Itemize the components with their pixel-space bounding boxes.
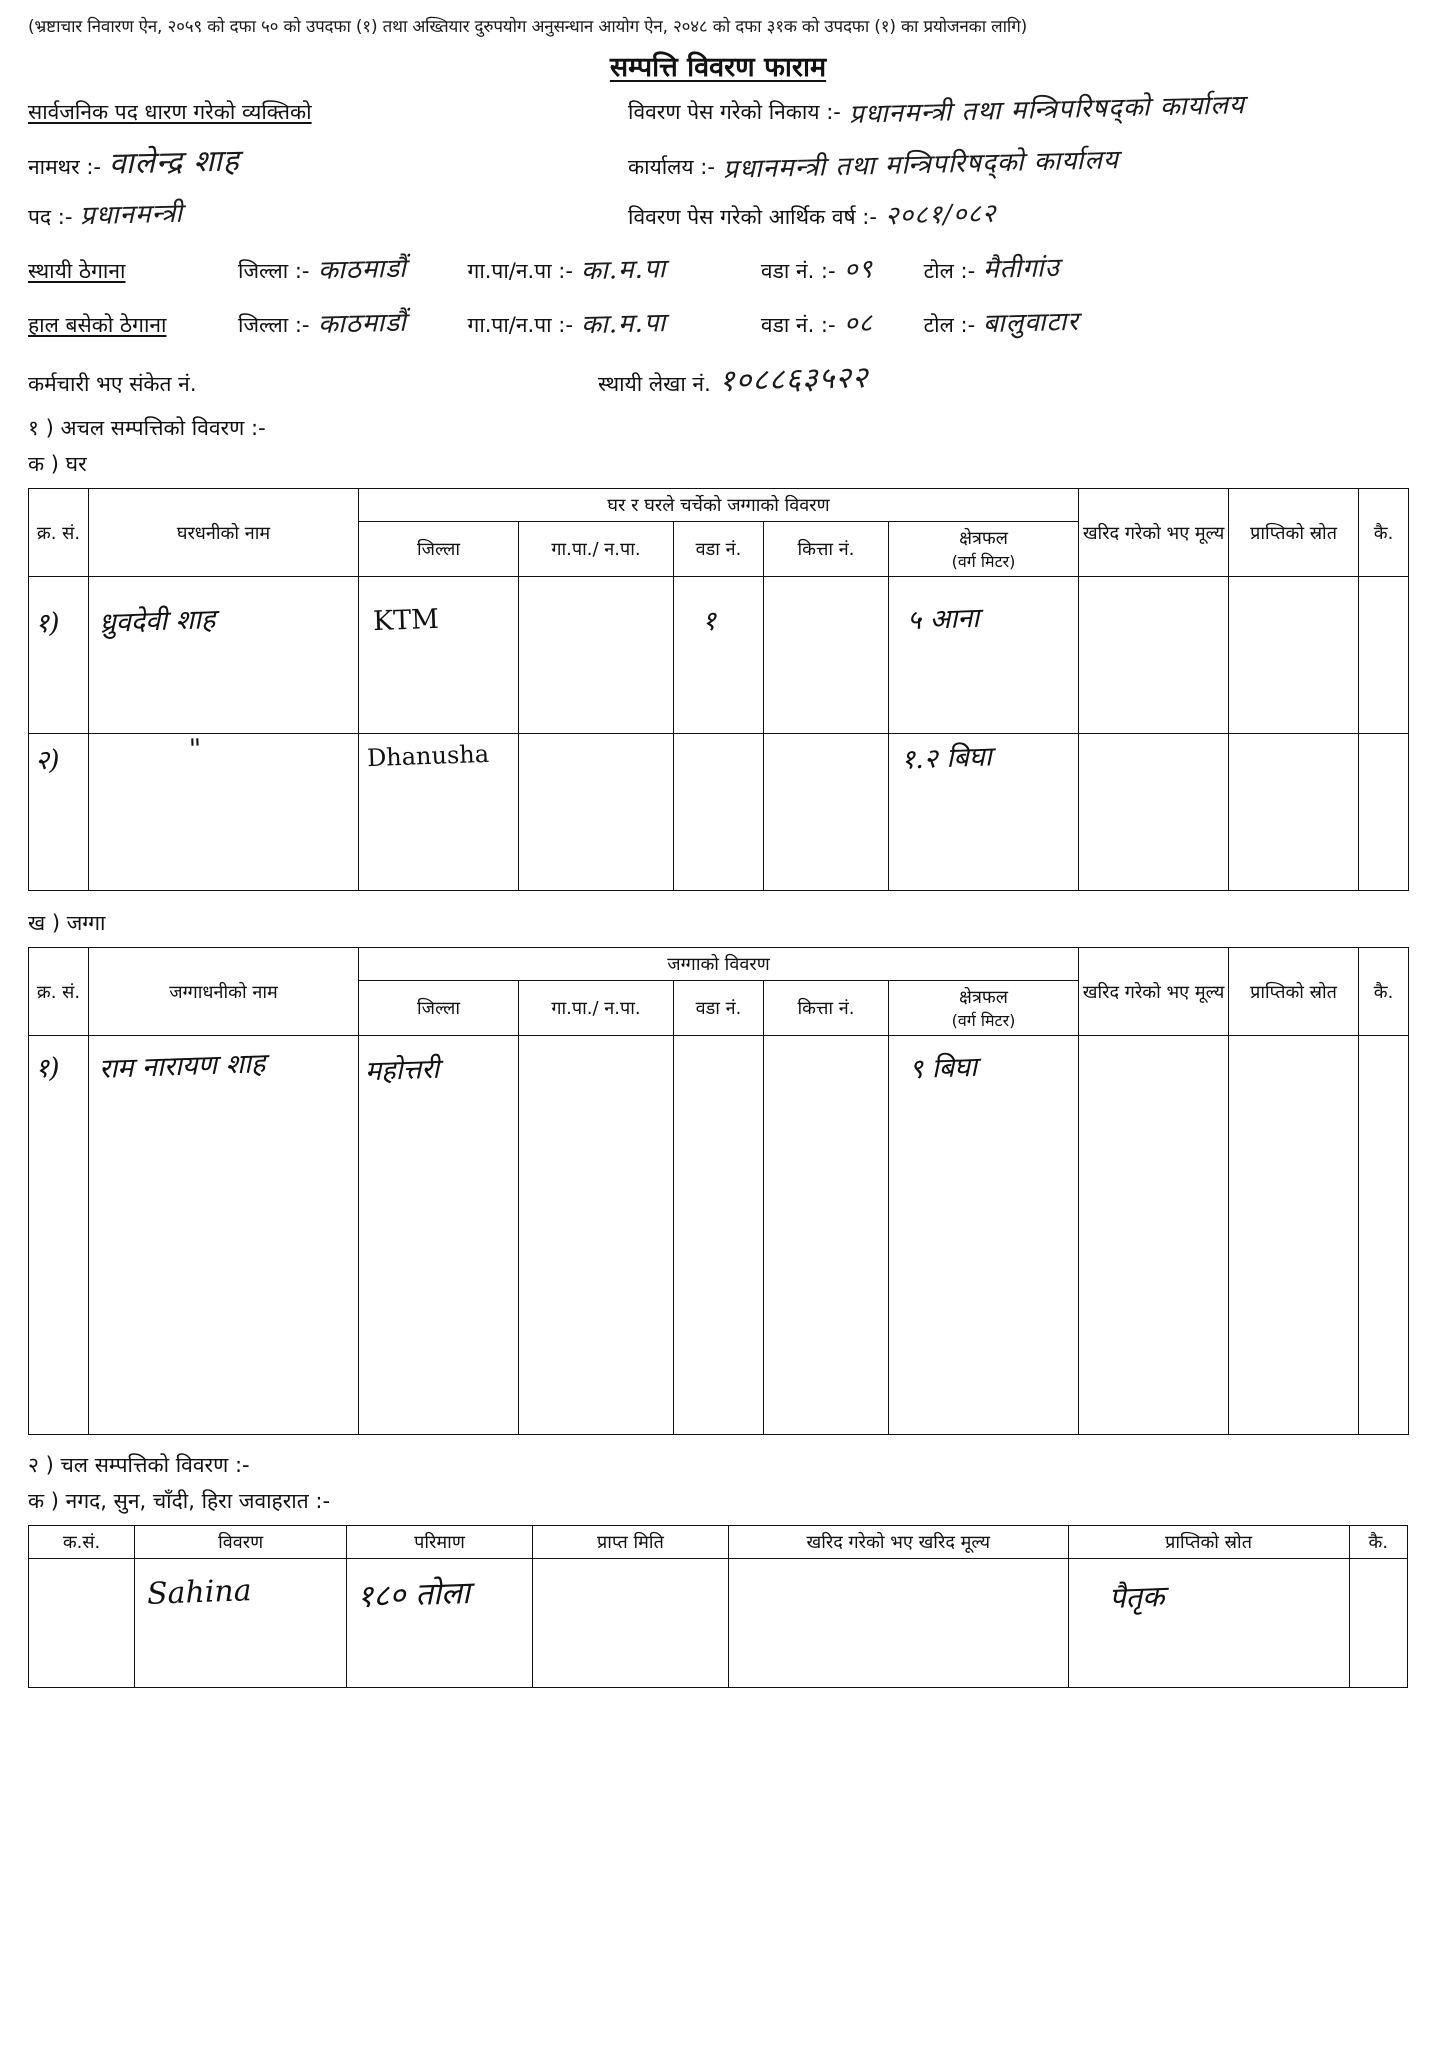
land-th-owner: जग्गाधनीको नाम [89, 948, 359, 1036]
post-label: पद :- [28, 205, 73, 229]
current-municipality-value: का.म.पा [580, 308, 667, 341]
house-th-owner: घरधनीको नाम [89, 489, 359, 577]
current-ward-value: ०८ [843, 308, 874, 339]
land-th-ward: वडा नं. [674, 981, 764, 1036]
person-section-label: सार्वजनिक पद धारण गरेको व्यक्तिको [28, 100, 312, 124]
house-th-plot: कित्ता नं. [764, 522, 889, 577]
house-cell-remarks-1 [1359, 577, 1409, 734]
house-cell-district-2 [359, 734, 519, 891]
permanent-tole-value: मैतीगांउ [982, 253, 1061, 285]
permanent-ward-label: वडा नं. :- [760, 259, 836, 283]
house-cell-price-1 [1079, 577, 1229, 734]
table-row [29, 734, 1409, 891]
land-cell-district-1 [359, 1036, 519, 1435]
current-ward-label: वडा नं. :- [760, 313, 836, 337]
house-district-2-value: Dhanusha [366, 739, 490, 773]
cash-table [28, 1525, 1408, 1688]
cash-header-row [29, 1526, 1408, 1559]
cash-th-quantity: परिमाण [347, 1526, 533, 1559]
fiscal-year-label: विवरण पेस गरेको आर्थिक वर्ष :- [628, 205, 877, 229]
land-th-municipality: गा.पा./ न.पा. [519, 981, 674, 1036]
cash-cell-sn-1 [29, 1559, 135, 1688]
land-cell-ward-1 [674, 1036, 764, 1435]
current-district-value: काठमाडौं [317, 307, 407, 340]
house-th-sn: क्र. सं. [29, 489, 89, 577]
land-cell-remarks-1 [1359, 1036, 1409, 1435]
land-th-plot: कित्ता नं. [764, 981, 889, 1036]
land-th-area-unit: (वर्ग मिटर) [951, 1011, 1016, 1030]
current-tole-label: टोल :- [923, 313, 976, 337]
house-th-source: प्राप्तिको स्रोत [1229, 489, 1359, 577]
office-body-label: विवरण पेस गरेको निकाय :- [628, 100, 841, 124]
current-municipality-label: गा.पा/न.पा :- [467, 313, 573, 337]
pan-value: १०८८६३५२२ [718, 360, 869, 399]
table-row [29, 1036, 1409, 1435]
house-ward-1-value: १ [701, 605, 717, 638]
land-cell-municipality-1 [519, 1036, 674, 1435]
current-district-label: जिल्ला :- [238, 313, 310, 337]
land-sn-1-value: १) [34, 1052, 61, 1085]
cash-cell-details-1 [135, 1559, 347, 1688]
land-th-price: खरिद गरेको भए मूल्य [1079, 948, 1229, 1036]
land-cell-price-1 [1079, 1036, 1229, 1435]
land-cell-source-1 [1229, 1036, 1359, 1435]
cash-source-1-value: पैतृक [1107, 1579, 1165, 1615]
house-cell-plot-1 [764, 577, 889, 734]
land-th-group: जग्गाको विवरण [359, 948, 1079, 981]
house-owner-2-value: " [188, 733, 202, 766]
name-value: वालेन्द्र शाह [108, 143, 241, 182]
house-cell-municipality-1 [519, 577, 674, 734]
permanent-tole-label: टोल :- [923, 259, 976, 283]
cash-cell-date-1 [532, 1559, 728, 1688]
permanent-address-label: स्थायी ठेगाना [28, 259, 126, 283]
fiscal-year-value: २०८१/०८२ [884, 198, 997, 232]
house-sn-1-value: १) [34, 607, 61, 640]
house-area-1-value: ५ आना [906, 602, 980, 637]
form-title: सम्पत्ति विवरण फाराम [609, 52, 827, 83]
house-th-area-main: क्षेत्रफल [959, 528, 1008, 549]
land-table [28, 947, 1409, 1435]
house-th-remarks: कै. [1359, 489, 1409, 577]
cash-th-remarks: कै. [1349, 1526, 1407, 1559]
house-th-area [889, 522, 1079, 577]
house-cell-municipality-2 [519, 734, 674, 891]
cash-th-date: प्राप्त मिति [532, 1526, 728, 1559]
office-value: प्रधानमन्त्री तथा मन्त्रिपरिषद्को कार्यालय [722, 145, 1120, 185]
land-cell-sn-1 [29, 1036, 89, 1435]
current-address-label: हाल बसेको ठेगाना [28, 313, 167, 337]
permanent-district-value: काठमाडौं [317, 253, 407, 286]
land-th-sn: क्र. सं. [29, 948, 89, 1036]
land-header-row-1 [29, 948, 1409, 981]
office-label: कार्यालय :- [628, 155, 715, 179]
cash-cell-price-1 [729, 1559, 1068, 1688]
house-cell-area-1 [889, 577, 1079, 734]
cash-subsection-label: क ) नगद, सुन, चाँदी, हिरा जवाहरात :- [28, 1489, 331, 1513]
house-table [28, 488, 1409, 891]
house-cell-remarks-2 [1359, 734, 1409, 891]
house-area-2-value: १.२ बिघा [900, 741, 993, 776]
land-th-district: जिल्ला [359, 981, 519, 1036]
name-label: नामथर :- [28, 155, 101, 179]
land-area-1-value: ९ बिघा [908, 1051, 978, 1086]
house-cell-ward-1 [674, 577, 764, 734]
land-cell-plot-1 [764, 1036, 889, 1435]
land-district-1-value: महोत्तरी [364, 1053, 440, 1088]
cash-quantity-1-value: १८० तोला [356, 1575, 471, 1615]
permanent-municipality-label: गा.पा/न.पा :- [467, 259, 573, 283]
cash-details-1-value: Sahina [146, 1573, 253, 1612]
house-cell-district-1 [359, 577, 519, 734]
cash-cell-source-1 [1068, 1559, 1349, 1688]
permanent-municipality-value: का.म.पा [580, 254, 667, 287]
house-cell-sn-1 [29, 577, 89, 734]
cash-cell-remarks-1 [1349, 1559, 1407, 1688]
section2-heading: २ ) चल सम्पत्तिको विवरण :- [28, 1453, 250, 1477]
office-body-value: प्रधानमन्त्री तथा मन्त्रिपरिषद्को कार्यालय [848, 90, 1246, 130]
house-th-area-unit: (वर्ग मिटर) [951, 552, 1016, 571]
house-owner-1-value: ध्रुवदेवी शाह [98, 603, 216, 640]
section1-heading: १ ) अचल सम्पत्तिको विवरण :- [28, 416, 266, 440]
land-subsection-label: ख ) जग्गा [28, 911, 106, 935]
cash-th-price: खरिद गरेको भए खरिद मूल्य [729, 1526, 1068, 1559]
house-cell-owner-2 [89, 734, 359, 891]
house-sn-2-value: २) [34, 744, 61, 777]
table-row [29, 1559, 1408, 1688]
house-header-row-1 [29, 489, 1409, 522]
land-th-remarks: कै. [1359, 948, 1409, 1036]
post-value: प्रधानमन्त्री [80, 198, 184, 232]
house-cell-source-2 [1229, 734, 1359, 891]
house-cell-plot-2 [764, 734, 889, 891]
house-cell-sn-2 [29, 734, 89, 891]
house-cell-source-1 [1229, 577, 1359, 734]
house-th-ward: वडा नं. [674, 522, 764, 577]
house-subsection-label: क ) घर [28, 452, 87, 476]
land-th-source: प्राप्तिको स्रोत [1229, 948, 1359, 1036]
table-row [29, 577, 1409, 734]
house-th-district: जिल्ला [359, 522, 519, 577]
current-tole-value: बालुवाटार [982, 306, 1080, 340]
cash-th-source: प्राप्तिको स्रोत [1068, 1526, 1349, 1559]
house-cell-area-2 [889, 734, 1079, 891]
permanent-ward-value: ०९ [843, 254, 874, 285]
law-reference-line: (भ्रष्टाचार निवारण ऐन, २०५९ को दफा ५० को उपदफा (१) तथा अख्तियार दुरुपयोग अनुसन्धान आयोग ऐन, २०४८ को दफा ३१क को उपदफा (१) का प्रयोजनका लागि) [28, 17, 1028, 37]
house-cell-price-2 [1079, 734, 1229, 891]
house-th-municipality: गा.पा./ न.पा. [519, 522, 674, 577]
land-owner-1-value: राम नारायण शाह [98, 1048, 266, 1085]
permanent-district-label: जिल्ला :- [238, 259, 310, 283]
land-cell-area-1 [889, 1036, 1079, 1435]
cash-th-details: विवरण [135, 1526, 347, 1559]
house-cell-ward-2 [674, 734, 764, 891]
land-cell-owner-1 [89, 1036, 359, 1435]
house-district-1-value: KTM [372, 603, 440, 638]
cash-cell-quantity-1 [347, 1559, 533, 1688]
house-cell-owner-1 [89, 577, 359, 734]
house-th-group: घर र घरले चर्चेको जग्गाको विवरण [359, 489, 1079, 522]
pan-label: स्थायी लेखा नं. [598, 372, 711, 396]
employee-code-label: कर्मचारी भए संकेत नं. [28, 372, 197, 396]
land-th-area-main: क्षेत्रफल [959, 987, 1008, 1008]
land-th-area [889, 981, 1079, 1036]
house-th-price: खरिद गरेको भए मूल्य [1079, 489, 1229, 577]
header-block [28, 90, 1408, 398]
cash-th-sn: क.सं. [29, 1526, 135, 1559]
